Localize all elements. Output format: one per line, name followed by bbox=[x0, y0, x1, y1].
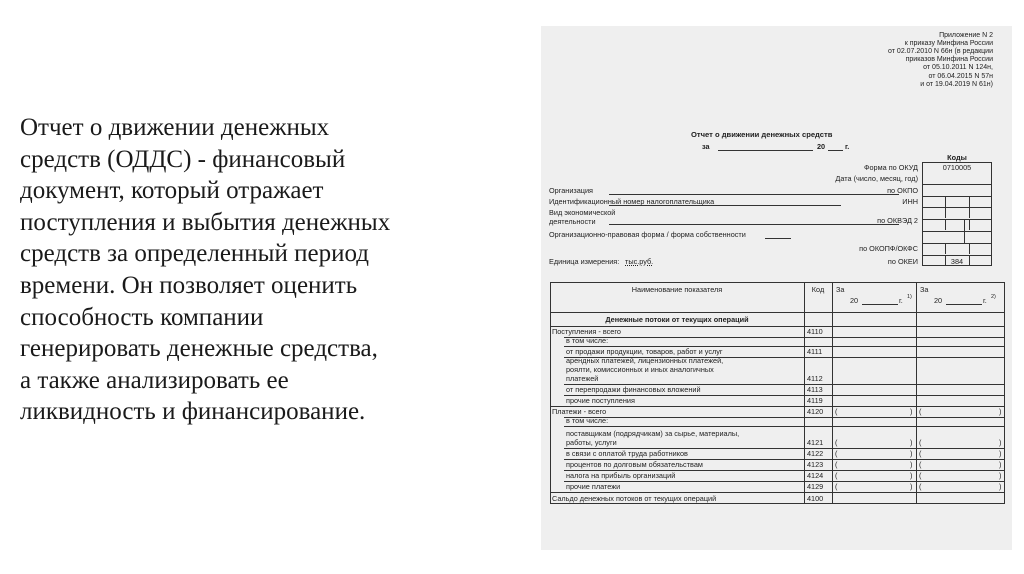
row-name: в том числе: bbox=[566, 336, 609, 345]
codes-split bbox=[969, 196, 970, 207]
paren-open: ( bbox=[919, 449, 922, 458]
th-col1-g: г. bbox=[899, 296, 903, 305]
code-label: Форма по ОКУД bbox=[863, 163, 918, 172]
paren-close: ) bbox=[910, 471, 913, 480]
row-line bbox=[564, 417, 1005, 418]
row-code: 4124 bbox=[807, 471, 824, 480]
row-name: арендных платежей, лицензионных платежей, роялти, комиссионных и иных аналогичных платежей bbox=[566, 356, 724, 383]
appendix-line: Приложение N 2 bbox=[939, 32, 993, 39]
header-left-label: Организация bbox=[549, 186, 594, 195]
fill-line bbox=[609, 224, 899, 225]
code-value: 384 bbox=[950, 257, 964, 266]
row-name: Платежи - всего bbox=[552, 407, 607, 416]
codes-header: Коды bbox=[947, 153, 967, 162]
paren-open: ( bbox=[835, 438, 838, 447]
header-left-label: Идентификационный номер налогоплательщика bbox=[549, 197, 715, 206]
paren-open: ( bbox=[835, 482, 838, 491]
codes-split bbox=[969, 219, 970, 230]
codes-split bbox=[969, 255, 970, 266]
fill-line bbox=[609, 194, 899, 195]
paren-close: ) bbox=[999, 449, 1002, 458]
row-name: в связи с оплатой труда работников bbox=[566, 449, 688, 458]
row-line bbox=[564, 337, 1005, 338]
codes-row-line bbox=[922, 243, 992, 244]
appendix-line: от 02.07.2010 N 66н (в редакции bbox=[888, 48, 993, 56]
header-left-label: Организационно-правовая форма / форма собственности bbox=[549, 230, 746, 239]
codes-split bbox=[969, 243, 970, 254]
row-line bbox=[550, 406, 1005, 407]
form-g: г. bbox=[845, 142, 850, 151]
fill-line bbox=[609, 205, 841, 206]
row-code: 4113 bbox=[807, 385, 823, 394]
paren-close: ) bbox=[910, 407, 913, 416]
paren-close: ) bbox=[910, 482, 913, 491]
appendix-line: к приказу Минфина России bbox=[904, 40, 993, 48]
th-col2-za: За bbox=[920, 285, 929, 294]
codes-frame bbox=[922, 162, 992, 266]
codes-row-line bbox=[922, 207, 992, 208]
th-col2-note: 2) bbox=[991, 294, 996, 300]
th-col2-g: г. bbox=[983, 296, 987, 305]
row-code: 4129 bbox=[807, 482, 824, 491]
row-code: 4119 bbox=[807, 396, 823, 405]
appendix-line: и от 19.04.2019 N 61н) bbox=[920, 80, 993, 88]
paren-open: ( bbox=[835, 449, 838, 458]
form-title: Отчет о движении денежных средств bbox=[691, 130, 833, 139]
paren-close: ) bbox=[999, 471, 1002, 480]
appendix-line: приказов Минфина России bbox=[905, 56, 993, 64]
code-label: по ОКВЭД 2 bbox=[877, 216, 918, 225]
paren-open: ( bbox=[919, 482, 922, 491]
code-value: 0710005 bbox=[942, 163, 972, 172]
fill-line bbox=[765, 238, 791, 239]
codes-split bbox=[945, 243, 946, 254]
intro-text: Отчет о движении денежных средств (ОДДС) - финансовый документ, который отражает поступления и выбытия денежных средств за определенный период времени. Он позволяет оценить способность компании генерировать денежные средства, а также анализировать ее ликвидность и финансирование. bbox=[20, 114, 391, 426]
row-name: прочие поступления bbox=[566, 396, 635, 405]
form-za: за bbox=[702, 142, 710, 151]
oddc-form-scan bbox=[541, 26, 1012, 550]
codes-split bbox=[945, 207, 946, 218]
th-col1-note: 1) bbox=[907, 294, 912, 300]
code-label: по ОКПО bbox=[887, 186, 918, 195]
codes-row-line bbox=[922, 231, 992, 232]
codes-split bbox=[945, 255, 946, 266]
paren-close: ) bbox=[999, 460, 1002, 469]
codes-row-line bbox=[922, 196, 992, 197]
code-label: по ОКОПФ/ОКФС bbox=[859, 244, 918, 253]
header-left-label: Вид экономической деятельности bbox=[549, 208, 616, 226]
row-name: Поступления - всего bbox=[552, 327, 621, 336]
row-code: 4120 bbox=[807, 407, 824, 416]
codes-split bbox=[945, 219, 946, 230]
row-line bbox=[550, 492, 1005, 493]
th-col2-year: 20 bbox=[934, 296, 943, 305]
codes-row-line bbox=[922, 219, 992, 220]
row-name: налога на прибыль организаций bbox=[566, 471, 676, 480]
codes-split bbox=[969, 207, 970, 218]
row-code: 4121 bbox=[807, 438, 824, 447]
paren-open: ( bbox=[835, 460, 838, 469]
row-name: в том числе: bbox=[566, 416, 609, 425]
table-header-line bbox=[550, 312, 1005, 313]
paren-open: ( bbox=[835, 471, 838, 480]
paren-open: ( bbox=[919, 438, 922, 447]
row-name: от перепродажи финансовых вложений bbox=[566, 385, 701, 394]
row-name: поставщикам (подрядчикам) за сырье, материалы, работы, услуги bbox=[566, 429, 740, 447]
header-left-label: Единица измерения: bbox=[549, 257, 620, 266]
row-line bbox=[564, 481, 1005, 482]
paren-close: ) bbox=[910, 449, 913, 458]
row-code: 4112 bbox=[807, 374, 823, 383]
th-col1-za: За bbox=[836, 285, 845, 294]
appendix-line: от 06.04.2015 N 57н bbox=[928, 72, 993, 80]
paren-close: ) bbox=[999, 438, 1002, 447]
code-label: Дата (число, месяц, год) bbox=[835, 174, 918, 183]
paren-open: ( bbox=[919, 407, 922, 416]
row-line bbox=[564, 426, 1005, 427]
codes-row-line bbox=[922, 255, 992, 256]
codes-split bbox=[945, 196, 946, 207]
row-code: 4110 bbox=[807, 327, 823, 336]
row-code: 4111 bbox=[807, 347, 823, 356]
paren-close: ) bbox=[999, 482, 1002, 491]
codes-split bbox=[964, 219, 965, 243]
paren-close: ) bbox=[910, 438, 913, 447]
row-code: 4123 bbox=[807, 460, 824, 469]
row-name: процентов по долговым обязательствам bbox=[566, 460, 703, 469]
paren-open: ( bbox=[919, 460, 922, 469]
paren-open: ( bbox=[835, 407, 838, 416]
codes-row-line bbox=[922, 184, 992, 185]
code-label: ИНН bbox=[902, 197, 918, 206]
th-code: Код bbox=[811, 285, 825, 294]
row-name: Денежные потоки от текущих операций bbox=[605, 315, 749, 324]
appendix-line: от 05.10.2011 N 124н, bbox=[923, 64, 993, 72]
row-name: от продажи продукции, товаров, работ и услуг bbox=[566, 347, 723, 356]
unit-value: тыс.руб. bbox=[625, 257, 654, 266]
row-code: 4122 bbox=[807, 449, 824, 458]
paren-open: ( bbox=[919, 471, 922, 480]
paren-close: ) bbox=[999, 407, 1002, 416]
row-name: Сальдо денежных потоков от текущих операций bbox=[552, 494, 717, 503]
row-name: прочие платежи bbox=[566, 482, 621, 491]
th-col1-year: 20 bbox=[850, 296, 859, 305]
th-col1-year-line bbox=[862, 304, 898, 305]
code-label: по ОКЕИ bbox=[887, 257, 918, 266]
th-col2-year-line bbox=[946, 304, 982, 305]
form-year: 20 bbox=[817, 142, 826, 151]
row-code: 4100 bbox=[807, 494, 824, 503]
th-name: Наименование показателя bbox=[631, 285, 723, 294]
paren-close: ) bbox=[910, 460, 913, 469]
